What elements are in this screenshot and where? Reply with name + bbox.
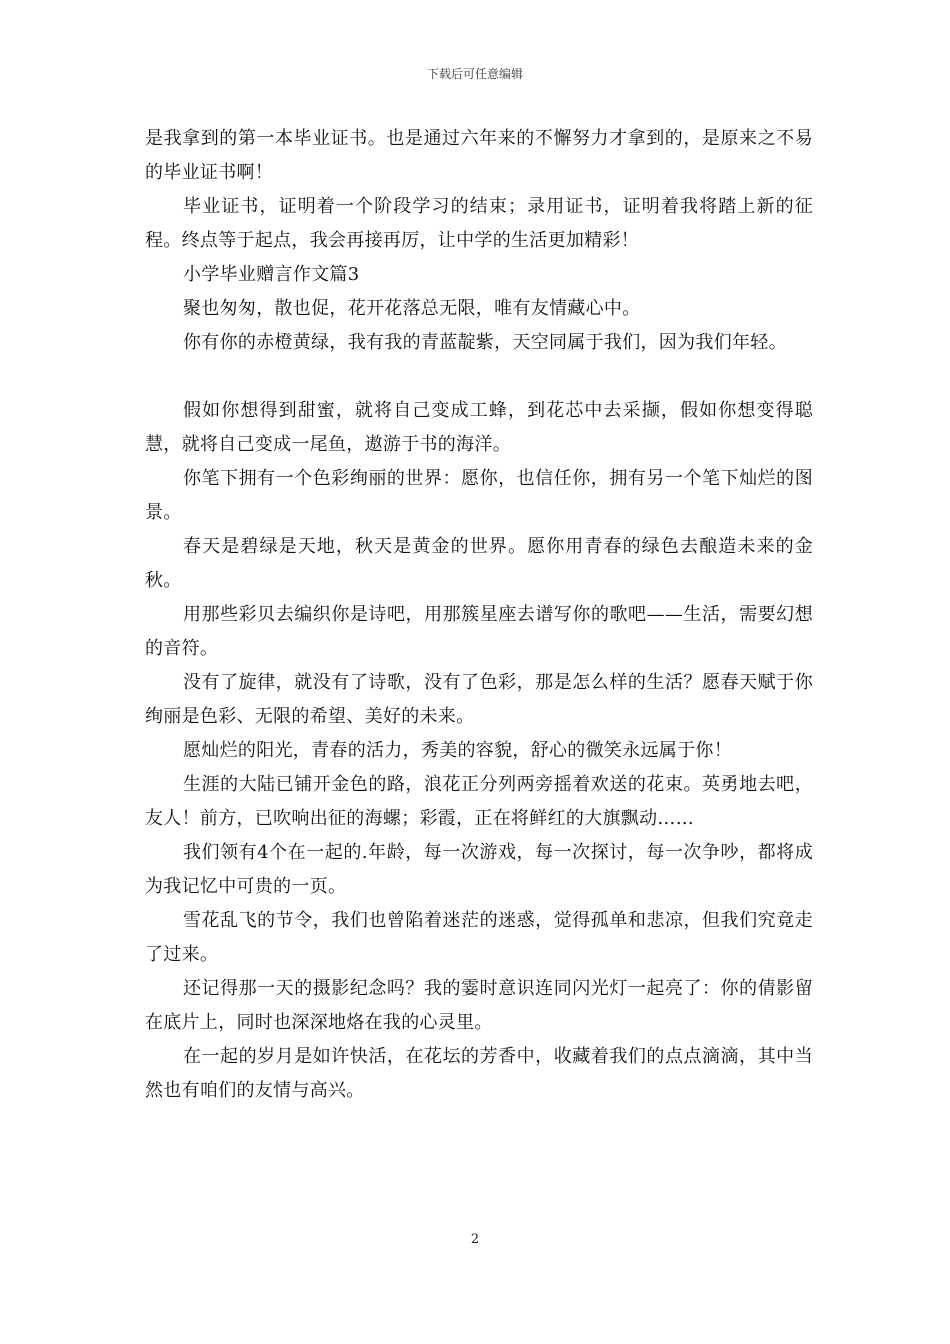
paragraph-12: 我们领有4个在一起的.年龄，每一次游戏，每一次探讨，每一次争吵，都将成为我记忆中可贵的一页。 <box>145 842 813 897</box>
page-header: 下载后可任意编辑 <box>426 67 523 81</box>
section-heading: 小学毕业赠言作文篇3 <box>183 264 360 285</box>
paragraph-1: 是我拿到的第一本毕业证书。也是通过六年来的不懈努力才拿到的，是原来之不易的毕业证书啊！ <box>145 128 813 183</box>
paragraph-14: 还记得那一天的摄影纪念吗？我的霎时意识连同闪光灯一起亮了：你的倩影留在底片上，同时也深深地烙在我的心灵里。 <box>145 978 813 1033</box>
paragraph-4: 你有你的赤橙黄绿，我有我的青蓝靛紫，天空同属于我们，因为我们年轻。 <box>183 332 787 353</box>
paragraph-13: 雪花乱飞的节令，我们也曾陷着迷茫的迷惑，觉得孤单和悲凉，但我们究竟走了过来。 <box>145 910 813 965</box>
paragraph-3: 聚也匆匆，散也促，花开花落总无限，唯有友情藏心中。 <box>183 298 641 319</box>
paragraph-5: 假如你想得到甜蜜，就将自己变成工蜂，到花芯中去采撷，假如你想变得聪慧，就将自己变成一尾鱼，遨游于书的海洋。 <box>145 400 813 455</box>
paragraph-2: 毕业证书，证明着一个阶段学习的结束；录用证书，证明着我将踏上新的征程。终点等于起点，我会再接再厉，让中学的生活更加精彩！ <box>145 196 813 251</box>
paragraph-9: 没有了旋律，就没有了诗歌，没有了色彩，那是怎么样的生活？愿春天赋于你绚丽是色彩、无限的希望、美好的未来。 <box>145 672 813 727</box>
document-body <box>145 122 813 1108</box>
paragraph-10: 愿灿烂的阳光，青春的活力，秀美的容貌，舒心的微笑永远属于你！ <box>183 740 732 761</box>
paragraph-11: 生涯的大陆已铺开金色的路，浪花正分列两旁摇着欢送的花束。英勇地去吧，友人！前方，已吹响出征的海螺；彩霞，正在将鲜红的大旗飘动…… <box>145 774 813 829</box>
paragraph-8: 用那些彩贝去编织你是诗吧，用那簇星座去谱写你的歌吧——生活，需要幻想的音符。 <box>145 604 813 659</box>
blank-line <box>145 360 813 394</box>
paragraph-6: 你笔下拥有一个色彩绚丽的世界：愿你，也信任你，拥有另一个笔下灿烂的图景。 <box>145 468 813 523</box>
paragraph-7: 春天是碧绿是天地，秋天是黄金的世界。愿你用青春的绿色去酿造未来的金秋。 <box>145 536 813 591</box>
page-number: 2 <box>470 1232 480 1247</box>
paragraph-15: 在一起的岁月是如许快活，在花坛的芳香中，收藏着我们的点点滴滴，其中当然也有咱们的友情与高兴。 <box>145 1046 813 1101</box>
